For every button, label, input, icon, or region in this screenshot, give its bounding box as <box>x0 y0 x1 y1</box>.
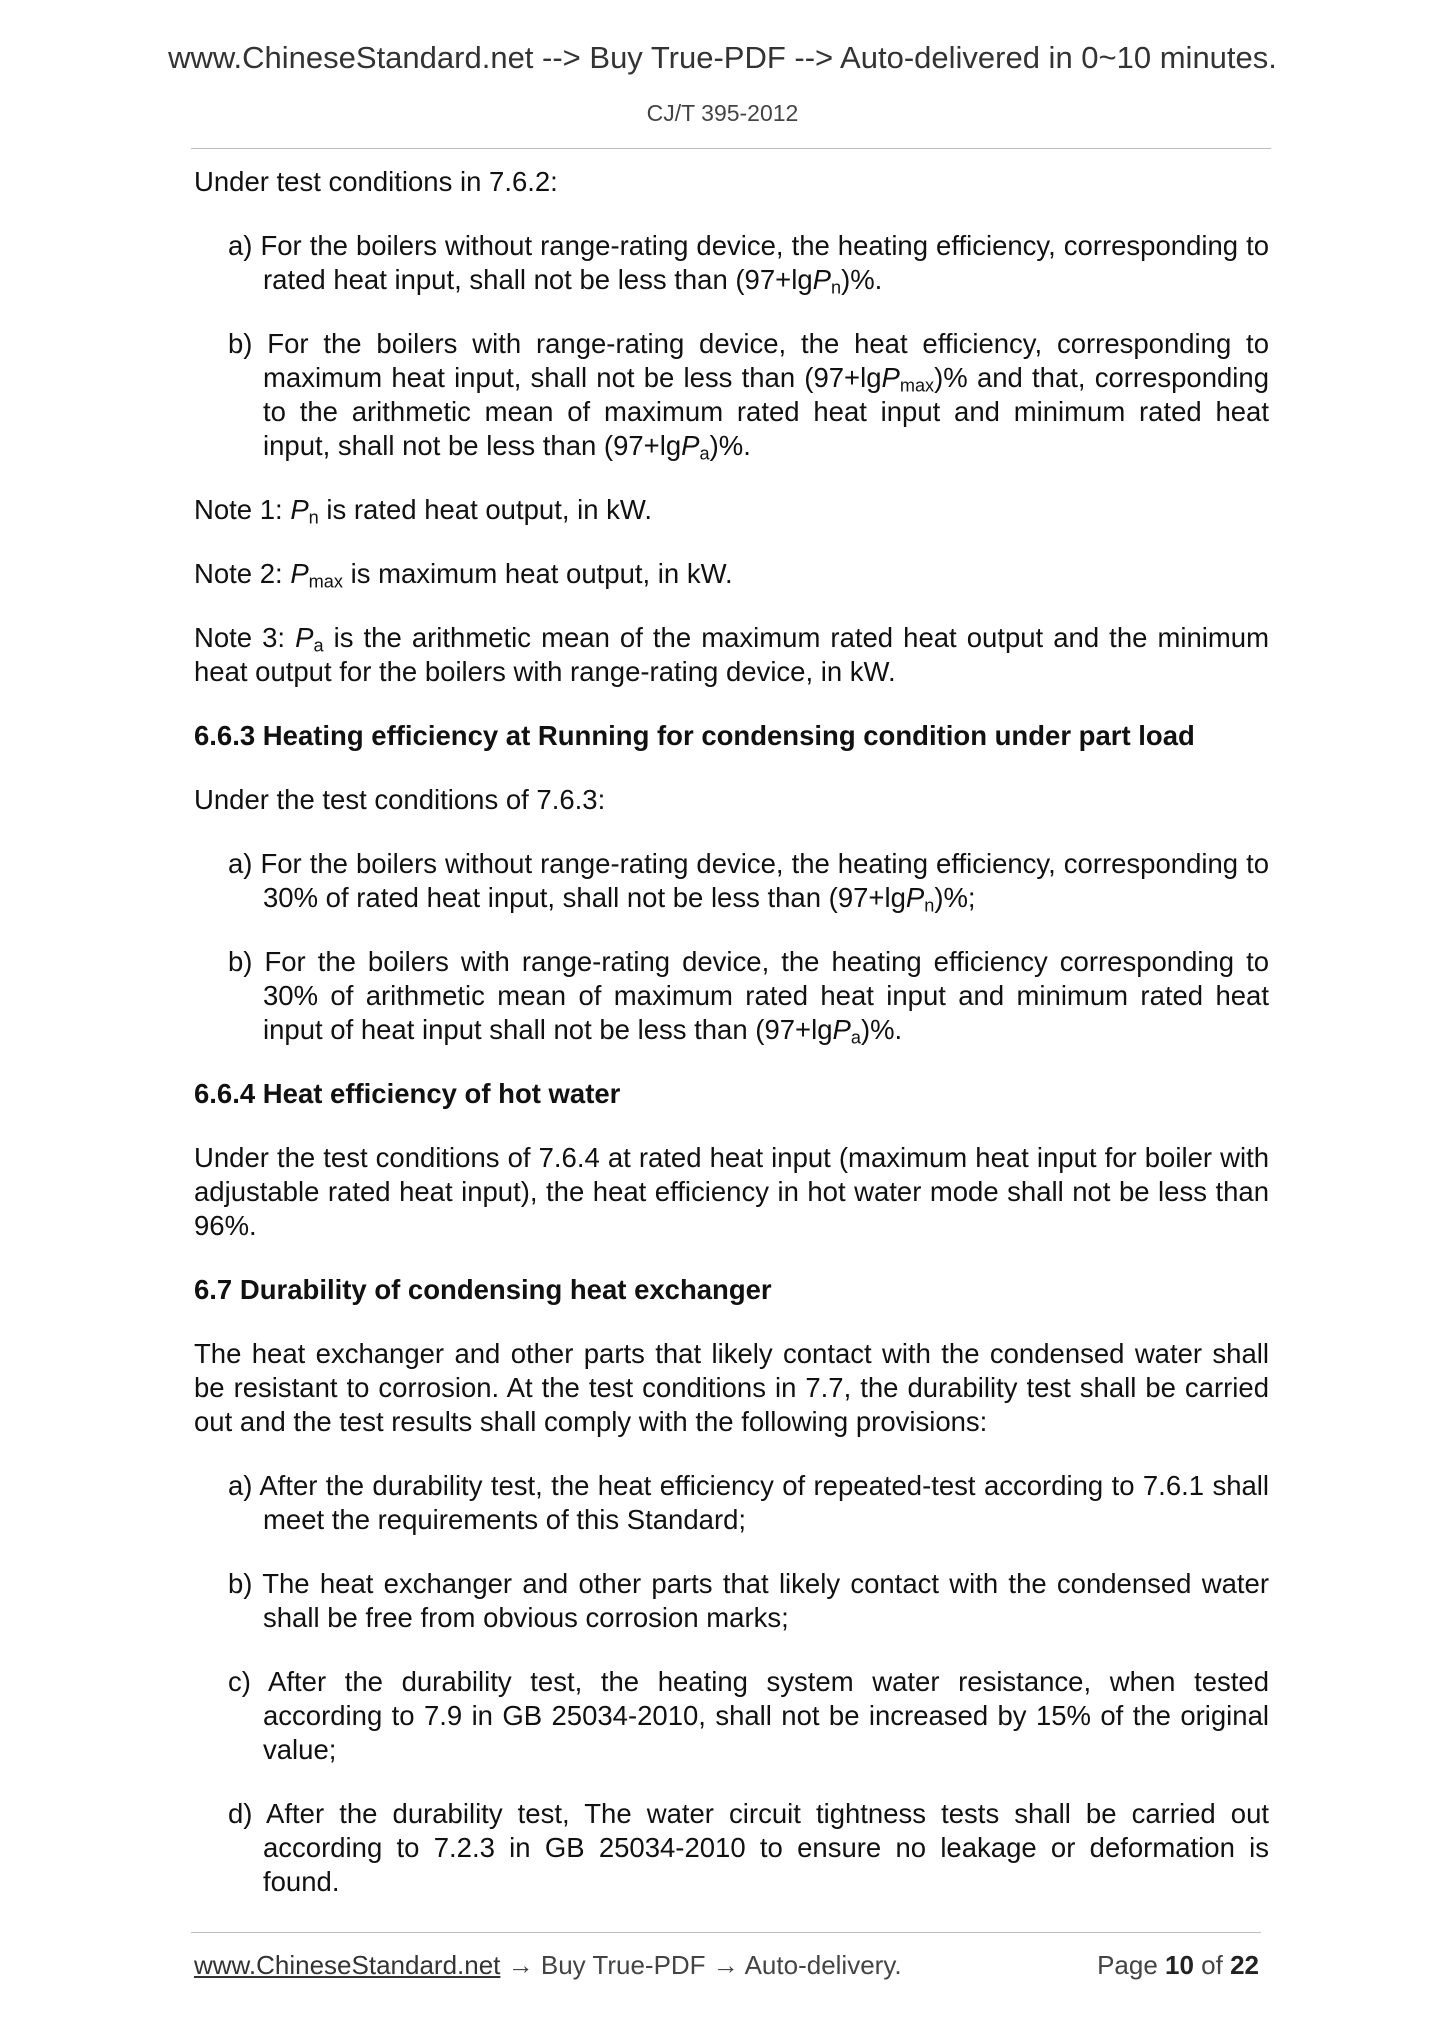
current-page: 10 <box>1165 1950 1194 1980</box>
note-text: is the arithmetic mean of the maximum rated heat output and the minimum heat output for the boilers with range-rating device, in kW. <box>194 622 1269 687</box>
variable-p: P <box>905 882 925 913</box>
document-id: CJ/T 395-2012 <box>646 100 799 126</box>
arrow-icon: → <box>705 1950 745 1980</box>
subscript: n <box>924 895 935 916</box>
item-label: a) <box>228 1470 253 1501</box>
header-divider <box>191 148 1271 149</box>
variable-p: P <box>832 1014 851 1045</box>
note-text: is maximum heat output, in kW. <box>342 558 733 589</box>
buy-link[interactable]: Buy True-PDF <box>540 1950 706 1980</box>
section-heading-664: 6.6.4 Heat efficiency of hot water <box>194 1078 621 1109</box>
intro-662: Under test conditions in 7.6.2: <box>194 166 558 197</box>
item-text: For the boilers with range-rating device, the heating efficiency corresponding to 30% of arithmetic mean of maximum rated heat input and minimum rated heat input of heat input shall not be less than (97+lg <box>263 946 1269 1045</box>
list-item-662a <box>228 229 1269 297</box>
list-item-663a <box>228 847 1269 915</box>
item-tail: )%. <box>709 430 751 461</box>
variable-p: P <box>290 494 309 525</box>
item-text: After the durability test, The water circuit tightness tests shall be carried out according to 7.2.3 in GB 25034-2010 to ensure no leakage or deformation is found. <box>263 1798 1269 1897</box>
list-item-662b <box>228 327 1269 463</box>
footer-links <box>194 1950 902 1981</box>
note-2 <box>194 557 1269 591</box>
variable-p: P <box>812 264 831 295</box>
note-3 <box>194 621 1269 689</box>
subscript: a <box>850 1027 861 1048</box>
section-heading-663: 6.6.3 Heating efficiency at Running for condensing condition under part load <box>194 720 1195 751</box>
subscript: n <box>830 277 842 298</box>
section-heading-67: 6.7 Durability of condensing heat exchanger <box>194 1274 772 1305</box>
item-text: The heat exchanger and other parts that likely contact with the condensed water shall be free from obvious corrosion marks; <box>262 1568 1269 1633</box>
item-text: After the durability test, the heating system water resistance, when tested according to 7.9 in GB 25034-2010, shall not be increased by 15% of the original value; <box>263 1666 1269 1765</box>
subscript: max <box>308 571 343 592</box>
intro-663: Under the test conditions of 7.6.3: <box>194 784 606 815</box>
item-label: c) <box>228 1666 251 1697</box>
note-prefix: Note 3: <box>194 622 296 653</box>
item-tail: )%. <box>841 264 883 295</box>
paragraph-664: Under the test conditions of 7.6.4 at rated heat input (maximum heat input for boiler with adjustable rated heat input), the heat efficiency in hot water mode shall not be less than 96%. <box>194 1142 1269 1241</box>
total-pages: 22 <box>1230 1950 1259 1980</box>
item-tail: )%; <box>934 882 976 913</box>
item-label: d) <box>228 1798 253 1829</box>
page-prefix: Page <box>1097 1950 1166 1980</box>
list-item-67a <box>228 1469 1269 1537</box>
subscript: a <box>313 635 324 656</box>
item-label: b) <box>228 1568 253 1599</box>
subscript: n <box>308 507 319 528</box>
site-link[interactable]: www.ChineseStandard.net <box>194 1950 501 1980</box>
item-text: For the boilers without range-rating device, the heating efficiency, corresponding to rated heat input, shall not be less than (97+lg <box>260 230 1269 295</box>
list-item-67b <box>228 1567 1269 1635</box>
item-text: After the durability test, the heat efficiency of repeated-test according to 7.6.1 shall meet the requirements of this Standard; <box>259 1470 1269 1535</box>
item-label: a) <box>228 848 253 879</box>
subscript: max <box>899 375 935 396</box>
item-text: )% and that, corresponding to the arithmetic mean of maximum rated heat input and minimum rated heat input, shall not be less than (97+lg <box>263 362 1269 461</box>
variable-p: P <box>295 622 314 653</box>
item-label: b) <box>228 946 253 977</box>
note-1 <box>194 493 1269 527</box>
variable-p: P <box>681 430 700 461</box>
note-prefix: Note 1: <box>194 494 291 525</box>
arrow-icon: → <box>500 1950 541 1980</box>
item-text: For the boilers without range-rating device, the heating efficiency, corresponding to 30% of rated heat input, shall not be less than (97+lg <box>260 848 1269 913</box>
list-item-67c <box>228 1665 1269 1767</box>
note-prefix: Note 2: <box>194 558 291 589</box>
site-banner[interactable]: www.ChineseStandard.net --> Buy True-PDF --> Auto-delivered in 0~10 minutes. <box>168 40 1277 75</box>
item-label: a) <box>228 230 253 261</box>
document-body <box>194 165 1269 1929</box>
page-number <box>1097 1950 1259 1981</box>
delivery-text: Auto-delivery. <box>744 1950 902 1980</box>
note-text: is rated heat output, in kW. <box>318 494 652 525</box>
item-tail: )%. <box>860 1014 903 1045</box>
footer-divider <box>191 1932 1261 1933</box>
list-item-663b <box>228 945 1269 1047</box>
paragraph-67: The heat exchanger and other parts that likely contact with the condensed water shall be resistant to corrosion. At the test conditions in 7.7, the durability test shall be carried out and the test results shall comply with the following provisions: <box>194 1338 1269 1437</box>
list-item-67d <box>228 1797 1269 1899</box>
item-text: For the boilers with range-rating device, the heat efficiency, corresponding to maximum heat input, shall not be less than (97+lg <box>263 328 1269 393</box>
variable-p: P <box>290 558 309 589</box>
page-of: of <box>1193 1950 1231 1980</box>
variable-p: P <box>881 362 900 393</box>
subscript: a <box>699 443 710 464</box>
item-label: b) <box>228 328 253 359</box>
